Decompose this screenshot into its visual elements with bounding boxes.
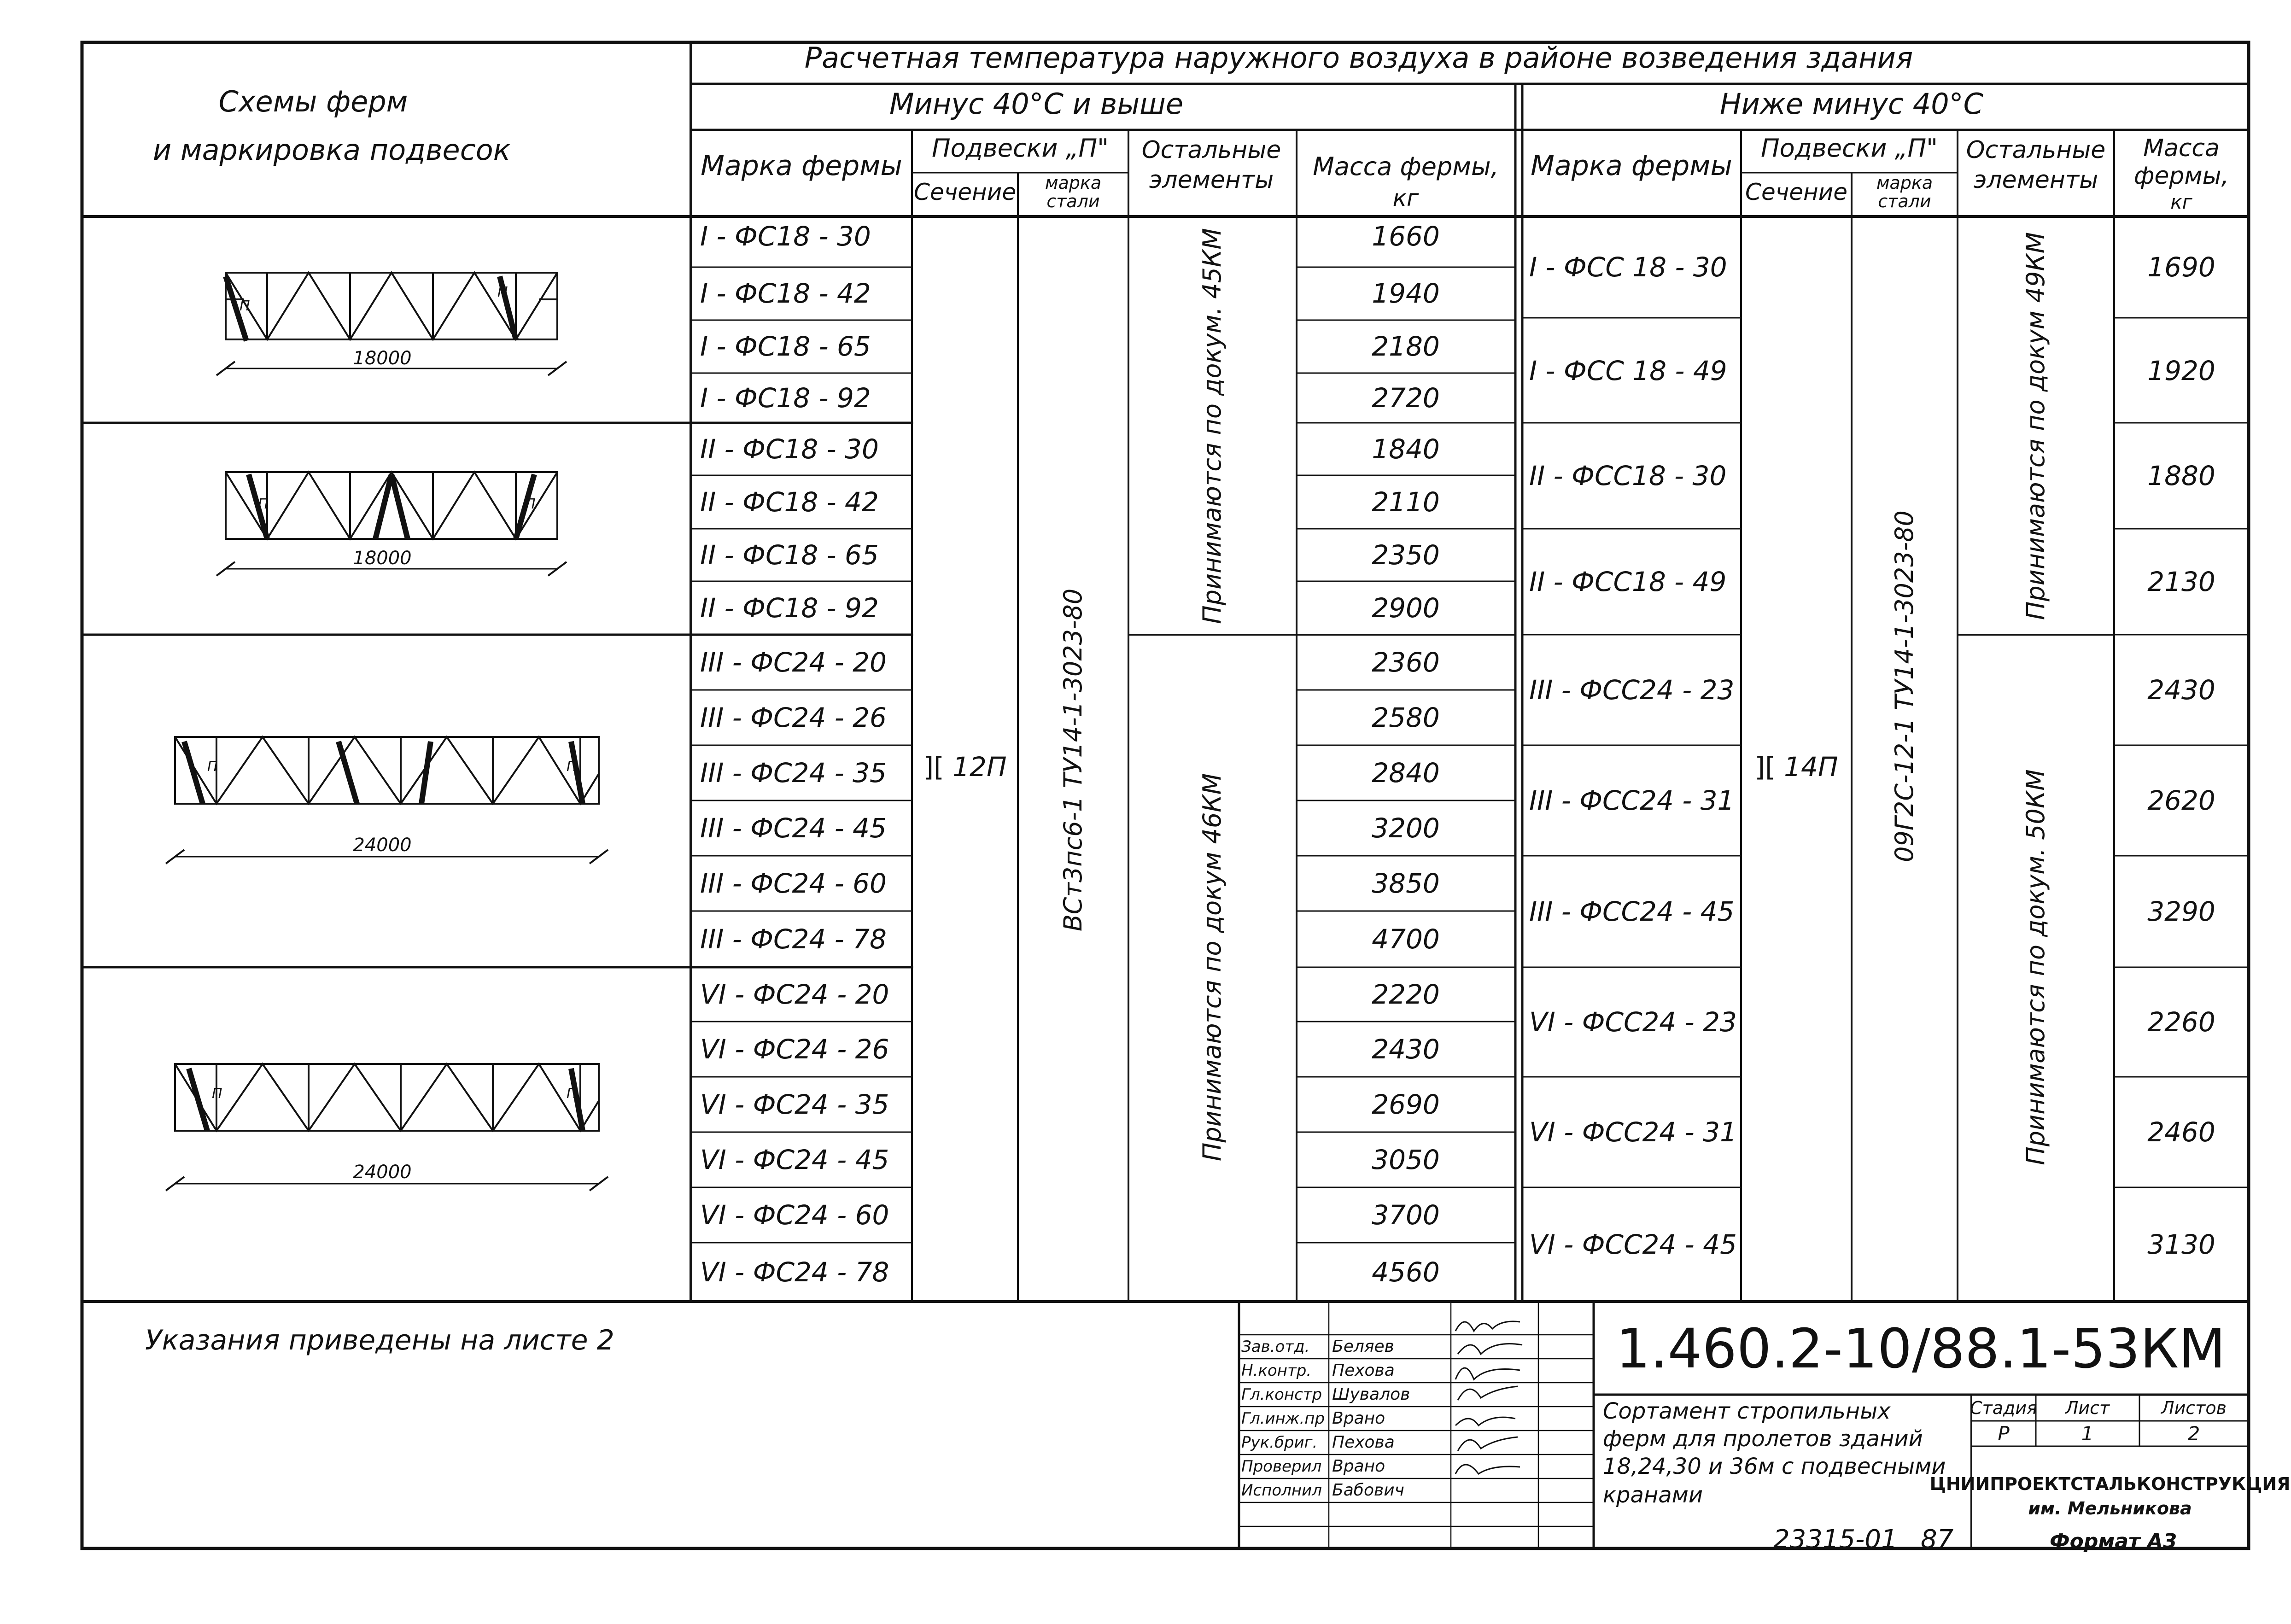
schemes-subtitle: и маркировка подвесок <box>152 133 511 167</box>
col-steel-header-right-2: стали <box>1878 191 1931 211</box>
left-row-mark: III - ФС24 - 26 <box>700 702 887 733</box>
organization-name: ЦНИИПРОЕКТСТАЛЬКОНСТРУКЦИЯ <box>1929 1474 2291 1494</box>
left-row-mark: VI - ФС24 - 20 <box>700 979 889 1010</box>
organization-subname: им. Мельникова <box>2028 1498 2192 1519</box>
col-section-header: Сечение <box>914 179 1016 205</box>
left-row-mass: 3700 <box>1372 1199 1440 1231</box>
hanger-mark-label: П <box>525 496 536 512</box>
col-steel-header-2: стали <box>1046 191 1100 211</box>
left-row-mark: VI - ФС24 - 60 <box>700 1199 889 1231</box>
staff-name: Шувалов <box>1332 1385 1410 1404</box>
left-section-value <box>923 751 1007 783</box>
temperature-title: Расчетная температура наружного воздуха в районе возведения здания <box>804 41 1913 75</box>
right-row-mark: VI - ФСС24 - 31 <box>1529 1116 1737 1148</box>
left-row-mass: 4560 <box>1372 1256 1440 1288</box>
left-group-title: Минус 40°С и выше <box>889 87 1184 121</box>
right-row-mark: III - ФСС24 - 45 <box>1529 896 1735 927</box>
col-mass-header-right-2: фермы, <box>2133 162 2229 190</box>
signatures <box>1455 1321 1522 1474</box>
right-row-mass: 2260 <box>2147 1006 2215 1038</box>
hanger-mark-label: П <box>567 1086 577 1102</box>
left-row-mass: 2110 <box>1372 486 1440 518</box>
left-row-mark: VI - ФС24 - 45 <box>700 1144 889 1175</box>
left-row-mark: VI - ФС24 - 35 <box>700 1089 889 1120</box>
i-beam-icon: ][ <box>923 751 944 783</box>
col-hangers-header: Подвески „П" <box>931 134 1109 163</box>
col-mass-header-2: кг <box>1392 185 1419 211</box>
schemes-title: Схемы ферм <box>218 85 408 118</box>
scheme-4-span: 24000 <box>353 1162 412 1183</box>
staff-name: Врано <box>1332 1457 1385 1476</box>
staff-role: Проверил <box>1241 1457 1322 1476</box>
right-row-mark: II - ФСС18 - 49 <box>1529 566 1727 597</box>
stage-value: Р <box>1998 1422 2010 1445</box>
left-row-mass: 2220 <box>1372 979 1440 1010</box>
col-section-header-right: Сечение <box>1745 179 1847 205</box>
right-row-mass: 2620 <box>2147 785 2215 816</box>
scheme-3-span: 24000 <box>353 835 412 856</box>
sheet-number: 87 <box>1921 1525 1954 1554</box>
left-row-mark: III - ФС24 - 60 <box>700 868 887 899</box>
right-row-mass: 2460 <box>2147 1116 2215 1148</box>
right-section-text: 14П <box>1784 751 1838 783</box>
left-row-mark: I - ФС18 - 92 <box>700 382 871 414</box>
staff-name: Пехова <box>1332 1361 1395 1380</box>
sheet-value: 1 <box>2081 1422 2094 1445</box>
right-row-mark: II - ФСС18 - 30 <box>1529 460 1727 491</box>
staff-role: Гл.инж.пр <box>1241 1409 1325 1428</box>
left-row-mass: 4700 <box>1372 923 1440 955</box>
col-mark-header-right: Марка фермы <box>1531 150 1732 182</box>
i-beam-icon: ][ <box>1754 751 1776 783</box>
sheets-label: Листов <box>2161 1398 2227 1418</box>
sheets-value: 2 <box>2187 1422 2200 1445</box>
left-row-mass: 3850 <box>1372 868 1440 899</box>
col-mass-header-right-1: Масса <box>2143 134 2220 162</box>
description-line: Сортамент стропильных <box>1603 1398 1891 1424</box>
left-row-mass: 2720 <box>1372 382 1440 414</box>
left-row-mass: 2360 <box>1372 647 1440 678</box>
left-row-mark: VI - ФС24 - 78 <box>700 1256 889 1288</box>
right-row-mark: I - ФСС 18 - 49 <box>1529 355 1727 386</box>
format-label: Формат А3 <box>2050 1530 2177 1553</box>
left-row-mark: III - ФС24 - 35 <box>700 757 887 789</box>
hanger-mark-label: П <box>567 759 577 775</box>
stage-label: Стадия <box>1970 1398 2037 1418</box>
description-line: 18,24,30 и 36м с подвесными <box>1603 1454 1946 1479</box>
staff-name: Беляев <box>1332 1337 1394 1356</box>
staff-role: Рук.бриг. <box>1241 1433 1318 1452</box>
col-mass-header-1: Масса фермы, <box>1313 152 1499 181</box>
right-row-mark: III - ФСС24 - 31 <box>1529 785 1735 816</box>
left-row-mass: 2430 <box>1372 1034 1440 1065</box>
hanger-mark-label: П <box>207 759 218 775</box>
staff-name: Пехова <box>1332 1433 1395 1452</box>
left-row-mass: 1840 <box>1372 433 1440 465</box>
description-line: ферм для пролетов зданий <box>1603 1426 1923 1452</box>
col-mass-header-right-3: кг <box>2170 191 2192 213</box>
hanger-mark-label: П <box>258 496 269 512</box>
left-row-mass: 2840 <box>1372 757 1440 789</box>
col-hangers-header-right: Подвески „П" <box>1760 134 1938 163</box>
sheet-label: Лист <box>2065 1398 2110 1418</box>
right-row-mass: 3290 <box>2147 896 2215 927</box>
right-row-mark: VI - ФСС24 - 45 <box>1529 1229 1737 1260</box>
left-row-mass: 2180 <box>1372 331 1440 362</box>
note-text: Указания приведены на листе 2 <box>145 1324 614 1356</box>
left-row-mark: III - ФС24 - 20 <box>700 647 887 678</box>
left-row-mass: 1940 <box>1372 278 1440 309</box>
inventory-number: 23315-01 <box>1773 1525 1898 1554</box>
right-other-lower: Принимаются по докум. 50КМ <box>2021 769 2050 1165</box>
left-row-mark: I - ФС18 - 65 <box>700 331 871 362</box>
left-other-lower: Принимаются по докум 46КМ <box>1198 773 1227 1162</box>
document-code: 1.460.2-10/88.1-53КМ <box>1616 1317 2226 1380</box>
hanger-mark-label: П <box>212 1086 222 1102</box>
right-row-mark: VI - ФСС24 - 23 <box>1529 1006 1737 1038</box>
col-other-header-2: элементы <box>1149 166 1274 194</box>
staff-name: Бабович <box>1332 1481 1404 1500</box>
col-other-header-right-2: элементы <box>1973 166 2098 194</box>
right-row-mass: 1690 <box>2147 251 2215 283</box>
right-row-mass: 3130 <box>2147 1229 2215 1260</box>
right-other-upper: Принимаются по докум 49КМ <box>2021 232 2050 620</box>
left-row-mass: 1660 <box>1372 221 1440 252</box>
staff-role: Зав.отд. <box>1241 1338 1310 1356</box>
col-steel-header-right-1: марка <box>1876 173 1933 193</box>
right-row-mass: 1880 <box>2147 460 2215 491</box>
col-other-header-1: Остальные <box>1141 136 1281 164</box>
scheme-1-span: 18000 <box>353 348 412 369</box>
staff-role: Гл.констр <box>1241 1385 1322 1404</box>
left-row-mark: VI - ФС24 - 26 <box>700 1034 889 1065</box>
right-steel-grade: 09Г2С-12-1 ТУ14-1-3023-80 <box>1890 510 1919 862</box>
right-row-mark: I - ФСС 18 - 30 <box>1529 251 1727 283</box>
left-row-mass: 3050 <box>1372 1144 1440 1175</box>
staff-name: Врано <box>1332 1409 1385 1428</box>
left-row-mass: 2900 <box>1372 592 1440 624</box>
right-row-mass: 1920 <box>2147 355 2215 386</box>
staff-role: Исполнил <box>1241 1481 1322 1500</box>
left-row-mark: II - ФС18 - 30 <box>700 433 879 465</box>
left-other-upper: Принимаются по докум. 45КМ <box>1198 228 1227 624</box>
left-row-mark: I - ФС18 - 30 <box>700 221 871 252</box>
left-steel-grade: ВСт3пс6-1 ТУ14-1-3023-80 <box>1058 588 1087 932</box>
left-row-mark: II - ФС18 - 65 <box>700 539 879 571</box>
col-steel-header-1: марка <box>1045 173 1102 193</box>
left-row-mark: I - ФС18 - 42 <box>700 278 871 309</box>
left-row-mark: II - ФС18 - 42 <box>700 486 879 518</box>
right-row-mark: III - ФСС24 - 23 <box>1529 674 1735 706</box>
left-row-mark: II - ФС18 - 92 <box>700 592 879 624</box>
left-row-mass: 2580 <box>1372 702 1440 733</box>
col-mark-header: Марка фермы <box>701 150 902 182</box>
right-section-value <box>1754 751 1838 783</box>
scheme-2-span: 18000 <box>353 548 412 569</box>
left-row-mass: 2690 <box>1372 1089 1440 1120</box>
staff-role: Н.контр. <box>1241 1361 1312 1380</box>
col-other-header-right-1: Остальные <box>1966 136 2106 164</box>
right-group-title: Ниже минус 40°С <box>1720 87 1983 121</box>
left-row-mass: 3200 <box>1372 812 1440 844</box>
right-row-mass: 2130 <box>2147 566 2215 597</box>
right-row-mass: 2430 <box>2147 674 2215 706</box>
hanger-mark-label: П <box>497 284 508 300</box>
hanger-mark-label: П <box>240 298 250 314</box>
description-line: кранами <box>1603 1482 1703 1508</box>
left-row-mass: 2350 <box>1372 539 1440 571</box>
left-section-text: 12П <box>953 751 1007 783</box>
left-row-mark: III - ФС24 - 78 <box>700 923 887 955</box>
left-row-mark: III - ФС24 - 45 <box>700 812 887 844</box>
